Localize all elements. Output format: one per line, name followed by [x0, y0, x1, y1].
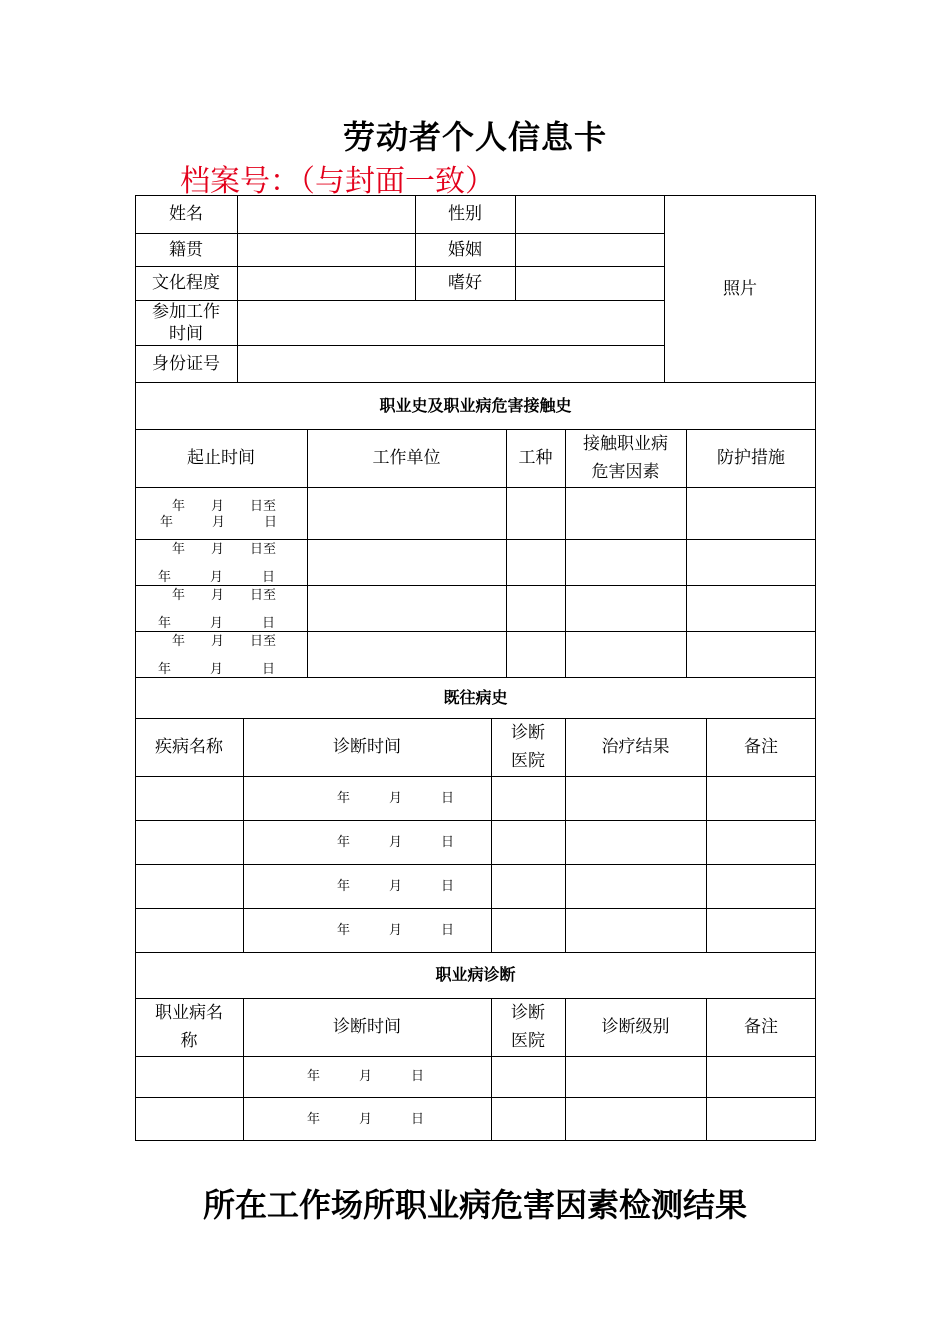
col-occ-diagnosis-hospital — [491, 998, 565, 1056]
history-row-2-start: 年 月 日至 — [172, 542, 277, 557]
col-occupational-disease-name-line2: 称 — [180, 1031, 198, 1051]
col-occ-diagnosis-time: 诊断时间 — [333, 1017, 401, 1037]
col-protection: 防护措施 — [717, 448, 785, 468]
col-note: 备注 — [744, 737, 778, 757]
history-row-1-start: 年 月 日至 — [172, 499, 277, 514]
archive-number: 档案号：（与封面一致） — [180, 164, 495, 199]
col-occ-diagnosis-hospital-line1: 诊断 — [511, 1003, 545, 1023]
section-past-illness: 既往病史 — [443, 687, 508, 707]
label-marriage: 婚姻 — [448, 239, 482, 260]
col-diagnosis-time: 诊断时间 — [333, 737, 401, 757]
history-row-2-end: 年 月 日 — [158, 570, 276, 585]
label-education: 文化程度 — [152, 273, 220, 293]
illness-row-3-date: 年 月 日 — [336, 878, 454, 894]
photo-placeholder: 照片 — [723, 278, 757, 299]
col-diagnosis-hospital-line1: 诊断 — [511, 723, 545, 743]
section-occupational-diagnosis: 职业病诊断 — [435, 965, 516, 984]
col-diagnosis-hospital — [491, 718, 565, 776]
col-occ-note: 备注 — [744, 1017, 778, 1037]
history-row-4-start: 年 月 日至 — [172, 634, 277, 649]
label-work-start-line2: 时间 — [169, 323, 203, 344]
illness-row-2-date: 年 月 日 — [336, 834, 454, 850]
col-work-unit: 工作单位 — [372, 448, 441, 468]
col-diagnosis-level: 诊断级别 — [601, 1017, 670, 1037]
label-native-place: 籍贯 — [169, 239, 203, 260]
section-title-workplace-results: 所在工作场所职业病危害因素检测结果 — [202, 1186, 747, 1224]
page-title: 劳动者个人信息卡 — [342, 118, 607, 156]
col-diagnosis-hospital-line2: 医院 — [511, 751, 545, 771]
illness-row-1-date: 年 月 日 — [336, 790, 454, 806]
diagnosis-row-1-date: 年 月 日 — [306, 1069, 424, 1084]
label-work-start — [135, 300, 237, 345]
col-hazard-line2: 危害因素 — [591, 462, 660, 482]
diagnosis-row-2-date: 年 月 日 — [306, 1111, 424, 1127]
label-name: 姓名 — [169, 204, 203, 224]
section-occupational-history: 职业史及职业病危害接触史 — [379, 395, 572, 415]
history-row-1-end: 年 月 日 — [160, 515, 278, 530]
col-occupational-disease-name — [135, 998, 243, 1056]
col-period: 起止时间 — [187, 448, 255, 468]
history-row-4-end: 年 月 日 — [158, 662, 276, 677]
col-treatment-result: 治疗结果 — [601, 737, 670, 757]
col-hazard — [565, 429, 686, 487]
col-occupational-disease-name-line1: 职业病名 — [155, 1003, 223, 1023]
col-disease-name: 疾病名称 — [155, 737, 223, 757]
history-row-3-start: 年 月 日至 — [172, 588, 277, 603]
illness-row-4-date: 年 月 日 — [336, 922, 454, 938]
col-occ-diagnosis-hospital-line2: 医院 — [511, 1031, 545, 1051]
history-row-3-end: 年 月 日 — [158, 616, 276, 631]
label-work-start-line1: 参加工作 — [152, 301, 220, 322]
col-job-type: 工种 — [518, 448, 553, 468]
label-hobby: 嗜好 — [448, 273, 482, 293]
label-id-number: 身份证号 — [152, 353, 220, 374]
col-hazard-line1: 接触职业病 — [583, 434, 668, 454]
label-gender: 性别 — [448, 204, 482, 224]
